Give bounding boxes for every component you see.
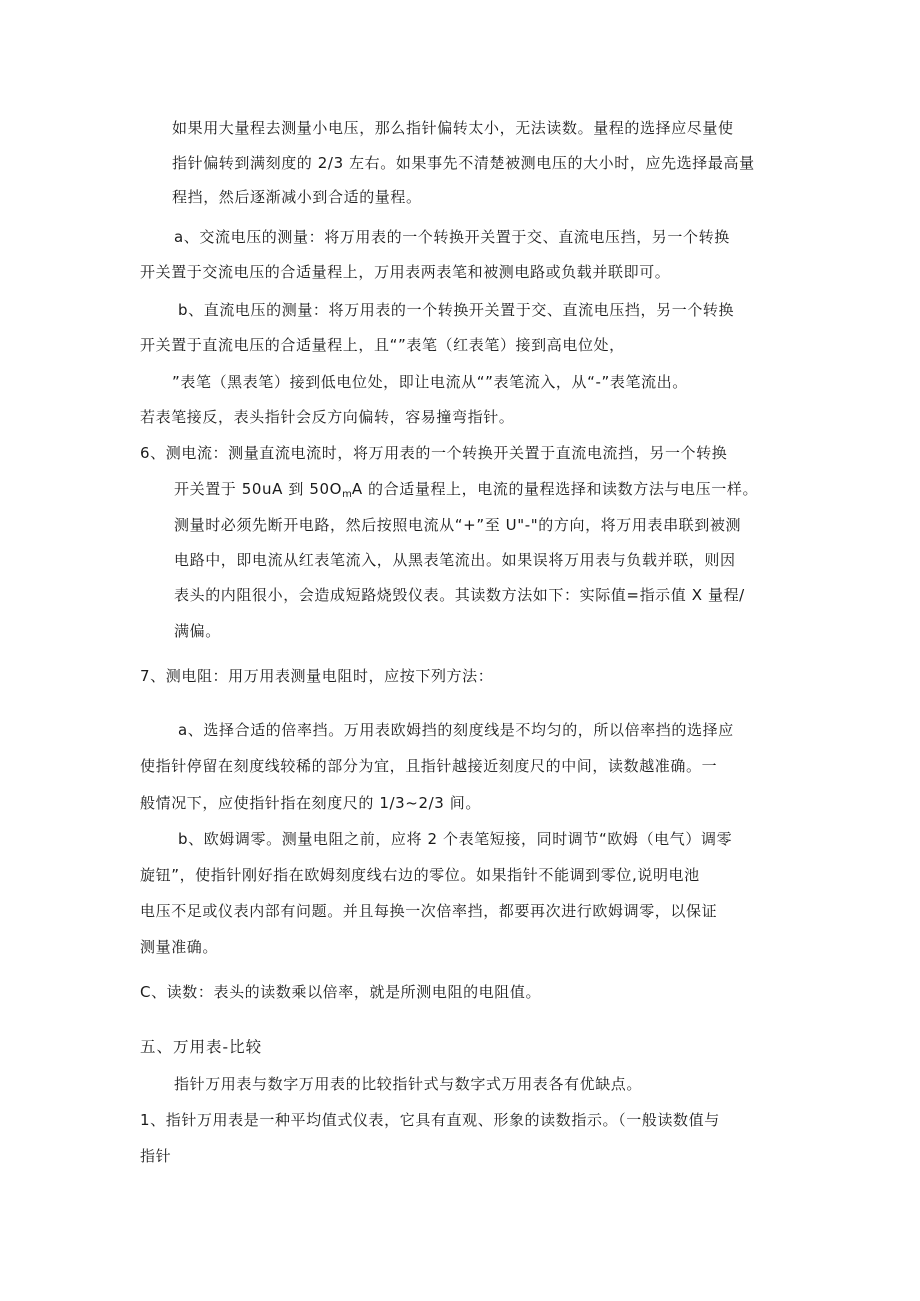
- text-line: 电压不足或仪表内部有问题。并且每换一次倍率挡，都要再次进行欧姆调零，以保证: [140, 902, 718, 920]
- text-line: 表头的内阻很小，会造成短路烧毁仪表。其读数方法如下：实际值=指示值 X 量程/: [174, 586, 745, 604]
- text-line: 满偏。: [174, 622, 221, 640]
- text-line: 如果用大量程去测量小电压，那么指针偏转太小，无法读数。量程的选择应尽量使: [172, 119, 734, 137]
- text-line: 使指针停留在刻度线较稀的部分为宜，且指针越接近刻度尺的中间，读数越准确。一: [140, 757, 718, 775]
- text-line: a、交流电压的测量：将万用表的一个转换开关置于交、直流电压挡，另一个转换: [174, 228, 730, 246]
- text-line: 测量时必须先断开电路，然后按照电流从“+”至 U"-"的方向，将万用表串联到被测: [174, 516, 742, 534]
- text-line: [174, 479, 758, 505]
- text-line: 开关置于直流电压的合适量程上，且“”表笔（红表笔）接到高电位处，: [140, 336, 625, 354]
- text-line: 若表笔接反，表头指针会反方向偏转，容易撞弯指针。: [140, 408, 515, 426]
- text-line: 指针偏转到满刻度的 2/3 左右。如果事先不清楚被测电压的大小时，应先选择最高量: [172, 154, 755, 172]
- text-line: 程挡，然后逐渐减小到合适的量程。: [172, 188, 422, 206]
- text-line: 1、指针万用表是一种平均值式仪表，它具有直观、形象的读数指示。（一般读数值与: [140, 1111, 720, 1129]
- text-line: b、直流电压的测量：将万用表的一个转换开关置于交、直流电压挡，另一个转换: [178, 301, 735, 319]
- subscript-text: m: [342, 489, 352, 500]
- text-line: 测量准确。: [140, 938, 219, 956]
- text-line: a、选择合适的倍率挡。万用表欧姆挡的刻度线是不均匀的，所以倍率挡的选择应: [178, 721, 734, 739]
- text-line: 电路中，即电流从红表笔流入，从黑表笔流出。如果误将万用表与负载并联，则因: [174, 551, 736, 569]
- text-line: 指针: [140, 1147, 172, 1165]
- text-line: C、读数：表头的读数乘以倍率，就是所测电阻的电阻值。: [140, 983, 542, 1001]
- text-fragment: 开关置于 50uA 到 50O: [174, 480, 343, 498]
- text-line: 6、测电流：测量直流电流时，将万用表的一个转换开关置于直流电流挡，另一个转换: [140, 444, 728, 462]
- section-heading: 五、万用表-比较: [140, 1038, 263, 1056]
- text-fragment: A 的合适量程上，电流的量程选择和读数方法与电压一样。: [351, 480, 759, 498]
- text-line: 旋钮”，使指针刚好指在欧姆刻度线右边的零位。如果指针不能调到零位,说明电池: [140, 866, 700, 884]
- text-line: b、欧姆调零。测量电阻之前，应将 2 个表笔短接，同时调节“欧姆（电气）调零: [178, 830, 733, 848]
- text-line: ”表笔（黑表笔）接到低电位处，即让电流从“”表笔流入，从“-”表笔流出。: [172, 373, 688, 391]
- text-line: 7、测电阻：用万用表测量电阻时，应按下列方法：: [140, 667, 494, 685]
- text-line: 指针万用表与数字万用表的比较指针式与数字式万用表各有优缺点。: [174, 1075, 643, 1093]
- text-line: 般情况下，应使指针指在刻度尺的 1/3~2/3 间。: [140, 794, 481, 812]
- text-line: 开关置于交流电压的合适量程上，万用表两表笔和被测电路或负载并联即可。: [140, 263, 671, 281]
